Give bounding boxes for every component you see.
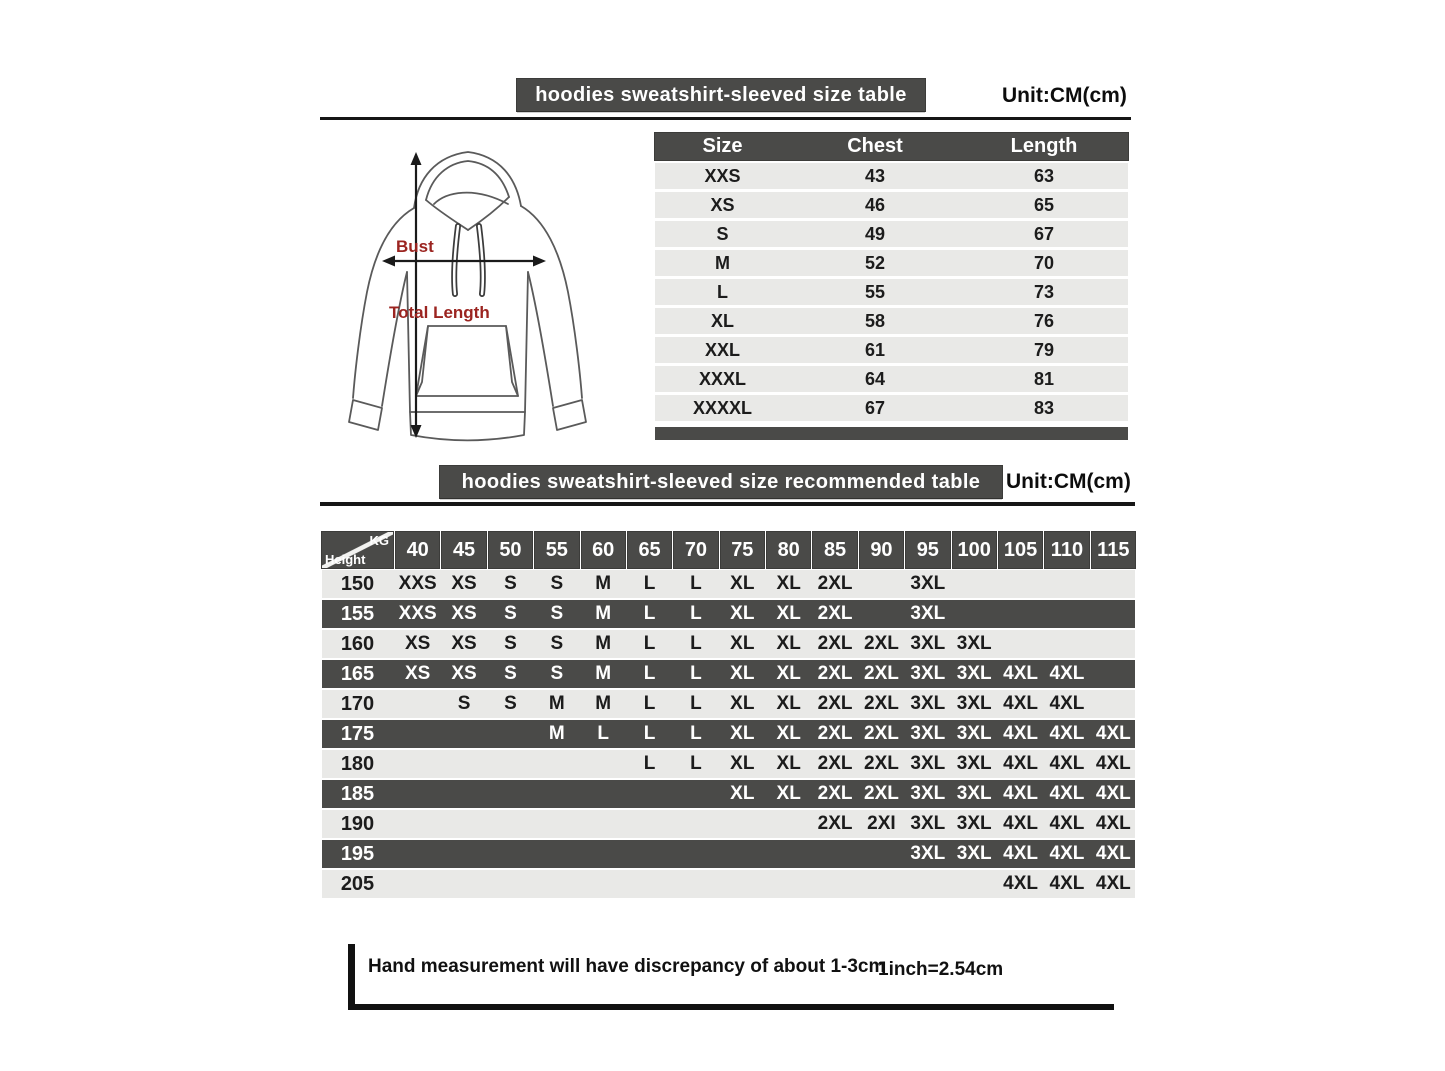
measurement-note: Hand measurement will have discrepancy of about 1-3cm xyxy=(368,956,886,977)
height-label-cell: 180 xyxy=(340,752,375,775)
size-recommendation-cell xyxy=(767,810,810,838)
size-recommendation-cell: 3XL xyxy=(956,783,992,804)
weight-header-cell: 60 xyxy=(582,532,625,568)
right-sleeve-inner xyxy=(528,272,553,406)
size-table-title-bar xyxy=(517,79,925,111)
size-recommendation-cell: 4XL xyxy=(1003,783,1038,804)
weight-header-cell: 55 xyxy=(535,532,578,568)
size-recommendation-cell xyxy=(674,870,717,898)
size-recommendation-cell: M xyxy=(595,693,612,714)
bust-label: Bust xyxy=(396,237,434,256)
size-recommendation-cell: 4XL xyxy=(1095,813,1131,834)
hood-vneck-left xyxy=(426,200,468,230)
size-recommendation-cell: XL xyxy=(776,603,801,624)
height-label-cell: 150 xyxy=(340,572,375,595)
size-recommendation-cell: XS xyxy=(451,663,477,684)
size-recommendation-cell: L xyxy=(643,693,656,714)
size-recommendation-cell: S xyxy=(504,633,517,654)
weight-header-cell: 95 xyxy=(906,532,949,568)
size-recommendation-cell: 4XL xyxy=(1003,693,1038,714)
size-recommendation-cell xyxy=(1092,570,1135,598)
size-cell: XS xyxy=(710,194,735,215)
size-recommendation-cell xyxy=(442,720,485,748)
size-recommendation-cell: XS xyxy=(451,603,477,624)
size-recommendation-cell xyxy=(396,690,439,718)
size-recommendation-cell: M xyxy=(595,633,612,654)
size-recommendation-cell xyxy=(999,600,1042,628)
size-recommendation-cell: 4XL xyxy=(1049,693,1085,714)
size-recommendation-cell xyxy=(489,750,532,778)
left-sleeve-inner xyxy=(382,272,407,406)
size-recommendation-cell xyxy=(628,810,671,838)
size-recommendation-cell: XXS xyxy=(398,603,437,624)
size-recommendation-cell: L xyxy=(690,693,702,714)
size-recommendation-cell: M xyxy=(548,723,565,744)
size-recommendation-cell: S xyxy=(550,603,564,624)
size-recommendation-cell: 2XL xyxy=(864,783,899,804)
size-table-row xyxy=(655,250,1128,276)
size-recommendation-cell: 4XL xyxy=(1095,753,1131,774)
size-recommendation-cell: 2XL xyxy=(864,723,899,744)
chest-cell: 52 xyxy=(864,252,886,273)
size-recommendation-cell: 3XL xyxy=(956,663,992,684)
size-cell: XXXXL xyxy=(692,397,753,418)
pocket-outline xyxy=(416,326,518,396)
size-recommendation-cell xyxy=(396,780,439,808)
size-recommendation-cell xyxy=(1092,600,1135,628)
size-recommendation-cell: S xyxy=(550,633,564,654)
matrix-row xyxy=(322,780,1135,810)
size-recommendation-cell: 3XL xyxy=(910,843,946,864)
size-recommendation-cell: 4XL xyxy=(1049,843,1085,864)
size-cell: XL xyxy=(710,310,734,331)
chest-cell: 58 xyxy=(864,310,886,331)
size-recommendation-cell: XL xyxy=(776,573,801,594)
size-recommendation-cell: 2XL xyxy=(817,663,853,684)
size-recommendation-cell: 3XL xyxy=(910,783,946,804)
size-recommendation-cell: XL xyxy=(730,663,755,684)
size-recommendation-cell: S xyxy=(550,663,564,684)
size-recommendation-cell: 2XL xyxy=(817,813,853,834)
size-recommendation-cell: XL xyxy=(776,723,801,744)
weight-header-cell: 100 xyxy=(953,532,996,568)
weight-header-cell: 75 xyxy=(721,532,764,568)
size-recommendation-cell: XL xyxy=(730,633,755,654)
size-recommendation-cell: S xyxy=(550,573,564,594)
size-recommendation-cell: 4XL xyxy=(1049,813,1085,834)
size-recommendation-cell: 4XL xyxy=(1095,843,1131,864)
length-cell: 65 xyxy=(1033,194,1055,215)
matrix-row xyxy=(322,720,1135,750)
size-recommendation-cell: XL xyxy=(776,693,801,714)
matrix-row xyxy=(322,600,1135,630)
unit-label-bottom: Unit:CM(cm) xyxy=(1006,470,1131,493)
size-recommendation-cell: XS xyxy=(451,573,477,594)
divider-line-top xyxy=(320,117,1131,120)
size-recommendation-cell xyxy=(396,810,439,838)
size-table-row xyxy=(655,163,1128,189)
size-recommendation-cell xyxy=(1092,660,1135,688)
size-recommendation-cell: L xyxy=(643,573,656,594)
weight-header-cell: 90 xyxy=(860,532,903,568)
size-recommendation-cell: 2XL xyxy=(864,663,899,684)
size-cell: XXS xyxy=(704,165,741,186)
size-recommendation-cell: 2XL xyxy=(864,753,899,774)
size-cell: XXXL xyxy=(698,368,746,389)
height-label-cell: 190 xyxy=(340,812,375,835)
size-recommendation-cell: M xyxy=(595,663,612,684)
footer-border-horizontal xyxy=(348,1004,1114,1010)
size-cell: S xyxy=(716,223,729,244)
size-recommendation-cell: XL xyxy=(776,633,801,654)
size-recommendation-cell xyxy=(535,780,578,808)
size-recommendation-cell xyxy=(1045,600,1088,628)
length-cell: 73 xyxy=(1033,281,1055,302)
size-table-row xyxy=(655,221,1128,247)
size-recommendation-cell: 4XL xyxy=(1049,753,1085,774)
weight-header-cell: 110 xyxy=(1045,532,1088,568)
size-recommendation-cell: 2XL xyxy=(817,723,853,744)
weight-header-cell: 65 xyxy=(628,532,671,568)
body-right-side xyxy=(525,272,528,412)
matrix-row xyxy=(322,630,1135,660)
left-cuff xyxy=(349,400,382,430)
size-recommendation-cell: XL xyxy=(730,573,755,594)
column-header-length: Length xyxy=(1010,135,1078,157)
size-recommendation-cell: XL xyxy=(730,603,755,624)
size-recommendation-cell: L xyxy=(643,723,656,744)
size-recommendation-cell xyxy=(721,870,764,898)
matrix-row xyxy=(322,660,1135,690)
size-recommendation-cell: L xyxy=(690,603,702,624)
size-recommendation-cell: L xyxy=(690,663,702,684)
size-recommendation-cell xyxy=(396,720,439,748)
size-recommendation-cell: L xyxy=(597,723,609,744)
matrix-row xyxy=(322,750,1135,780)
size-recommendation-cell: XS xyxy=(405,633,431,654)
size-recommendation-cell: 4XL xyxy=(1003,843,1038,864)
size-recommendation-cell: 4XL xyxy=(1049,783,1085,804)
size-recommendation-cell: L xyxy=(690,573,702,594)
size-recommendation-cell xyxy=(860,600,903,628)
size-recommendation-cell: 3XL xyxy=(956,633,992,654)
size-recommendation-cell: 4XL xyxy=(1095,783,1131,804)
height-label-cell: 165 xyxy=(340,662,375,685)
size-recommendation-cell: L xyxy=(690,753,702,774)
size-recommendation-cell: 3XL xyxy=(910,663,946,684)
chest-cell: 67 xyxy=(864,397,886,418)
size-recommendation-cell: S xyxy=(504,603,517,624)
size-recommendation-cell xyxy=(953,570,996,598)
size-table-end-bar xyxy=(655,427,1128,440)
size-recommendation-cell xyxy=(628,840,671,868)
size-recommendation-cell: XL xyxy=(776,783,801,804)
size-recommendation-cell xyxy=(906,870,949,898)
size-recommendation-cell: S xyxy=(504,663,517,684)
divider-line-bottom xyxy=(320,502,1135,506)
size-recommendation-cell xyxy=(396,750,439,778)
chest-cell: 61 xyxy=(864,339,886,360)
size-recommendation-cell: 3XL xyxy=(910,693,946,714)
weight-header-cell: 105 xyxy=(999,532,1042,568)
chest-cell: 46 xyxy=(864,194,886,215)
size-recommendation-cell: XL xyxy=(730,693,755,714)
size-recommendation-cell: 3XL xyxy=(956,843,992,864)
size-recommendation-cell: 4XL xyxy=(1095,873,1131,894)
unit-label-top: Unit:CM(cm) xyxy=(1002,84,1127,107)
size-table-body xyxy=(655,163,1128,421)
size-recommendation-cell: 3XL xyxy=(910,753,946,774)
size-recommendation-cell xyxy=(813,870,856,898)
size-recommendation-cell xyxy=(442,870,485,898)
hood-opening xyxy=(426,161,509,200)
size-recommendation-cell xyxy=(535,840,578,868)
size-recommendation-cell: 3XL xyxy=(910,633,946,654)
length-cell: 81 xyxy=(1033,368,1055,389)
size-table-row xyxy=(655,279,1128,305)
size-recommendation-cell: XXS xyxy=(398,573,437,594)
length-cell: 79 xyxy=(1033,339,1055,360)
size-recommendation-cell: XL xyxy=(730,783,755,804)
height-label-cell: 160 xyxy=(340,632,375,655)
size-recommendation-cell xyxy=(674,780,717,808)
size-table xyxy=(655,133,1128,440)
size-recommendation-cell: 3XL xyxy=(956,693,992,714)
size-recommendation-cell: XS xyxy=(405,663,431,684)
length-cell: 76 xyxy=(1033,310,1055,331)
size-recommendation-cell: 4XL xyxy=(1003,753,1038,774)
recommended-table-title-bar xyxy=(440,466,1002,498)
weight-header-row xyxy=(322,532,1135,568)
size-recommendation-cell: XL xyxy=(730,753,755,774)
size-recommendation-cell: 3XL xyxy=(956,753,992,774)
size-recommendation-cell xyxy=(442,750,485,778)
size-recommendation-cell xyxy=(767,870,810,898)
chest-cell: 64 xyxy=(864,368,886,389)
size-recommendation-cell xyxy=(860,570,903,598)
size-recommendation-cell: S xyxy=(457,693,471,714)
size-recommendation-cell xyxy=(489,720,532,748)
size-recommendation-cell: 4XL xyxy=(1003,663,1038,684)
size-recommendation-cell: 2XL xyxy=(817,783,853,804)
corner-weight-label: KG xyxy=(369,533,389,548)
size-recommendation-cell: XL xyxy=(730,723,755,744)
size-recommendation-cell xyxy=(860,870,903,898)
size-cell: M xyxy=(715,252,730,273)
size-recommendation-cell xyxy=(396,840,439,868)
size-recommendation-cell: 4XL xyxy=(1003,813,1038,834)
size-recommendation-cell: M xyxy=(595,603,612,624)
size-recommendation-cell: 2XL xyxy=(817,633,853,654)
matrix-row xyxy=(322,810,1135,840)
size-recommendation-cell: 3XL xyxy=(956,813,992,834)
size-recommendation-cell xyxy=(489,780,532,808)
size-recommendation-cell: S xyxy=(504,573,517,594)
size-cell: L xyxy=(717,281,728,302)
size-recommendation-cell xyxy=(582,870,625,898)
size-recommendation-cell xyxy=(1045,570,1088,598)
size-recommendation-cell: 3XL xyxy=(910,603,946,624)
size-recommendation-cell xyxy=(674,810,717,838)
weight-header-cell: 115 xyxy=(1092,532,1135,568)
corner-height-label: Height xyxy=(325,552,366,567)
size-recommendation-cell: 2XL xyxy=(864,693,899,714)
length-cell: 67 xyxy=(1033,223,1055,244)
size-recommendation-cell xyxy=(1092,630,1135,658)
size-recommendation-cell: 3XL xyxy=(910,813,946,834)
size-recommendation-cell: L xyxy=(643,753,656,774)
size-recommendation-cell xyxy=(953,870,996,898)
size-recommendation-cell xyxy=(628,780,671,808)
size-recommendation-cell: 2XL xyxy=(817,753,853,774)
size-recommendation-cell: L xyxy=(643,603,656,624)
size-recommendation-cell: 4XL xyxy=(1003,723,1038,744)
size-recommendation-cell xyxy=(767,840,810,868)
weight-header-cell: 85 xyxy=(813,532,856,568)
matrix-row xyxy=(322,570,1135,600)
size-recommendation-cell xyxy=(582,840,625,868)
bust-arrow xyxy=(382,256,546,267)
hem-band xyxy=(410,412,525,440)
size-recommendation-cell xyxy=(953,600,996,628)
size-recommendation-cell: 3XL xyxy=(956,723,992,744)
chest-cell: 43 xyxy=(864,165,886,186)
height-label-cell: 205 xyxy=(340,872,375,895)
size-recommendation-cell xyxy=(535,810,578,838)
footer-border-vertical xyxy=(348,944,355,1010)
size-recommendation-cell xyxy=(860,840,903,868)
size-table-row xyxy=(655,366,1128,392)
size-recommendation-cell xyxy=(628,870,671,898)
size-recommendation-cell xyxy=(674,840,717,868)
size-recommendation-cell: 4XL xyxy=(1003,873,1038,894)
size-recommendation-cell xyxy=(813,840,856,868)
chest-cell: 55 xyxy=(864,281,886,302)
size-recommendation-cell: 2XL xyxy=(817,693,853,714)
size-recommendation-cell xyxy=(582,810,625,838)
size-recommendation-cell: 3XL xyxy=(910,723,946,744)
size-recommendation-cell xyxy=(535,870,578,898)
weight-header-cell: 40 xyxy=(396,532,439,568)
height-label-cell: 185 xyxy=(340,782,375,805)
total-length-label: Total Length xyxy=(389,303,490,322)
size-recommendation-cell xyxy=(582,750,625,778)
inch-conversion-note: 1inch=2.54cm xyxy=(878,959,1004,980)
size-recommendation-cell xyxy=(582,780,625,808)
size-recommendation-cell xyxy=(489,870,532,898)
size-cell: XXL xyxy=(704,339,740,360)
size-table-row xyxy=(655,337,1128,363)
size-recommendation-cell: XL xyxy=(776,663,801,684)
hood-fold-line xyxy=(434,193,508,204)
length-cell: 63 xyxy=(1033,165,1055,186)
size-recommendation-cell xyxy=(396,870,439,898)
height-label-cell: 175 xyxy=(340,722,375,745)
weight-header-cell: 80 xyxy=(767,532,810,568)
hoodie-diagram xyxy=(322,130,614,456)
size-recommendation-cell xyxy=(1045,630,1088,658)
height-label-cell: 155 xyxy=(340,602,375,625)
size-recommendation-cell xyxy=(721,840,764,868)
size-recommendation-cell xyxy=(442,840,485,868)
size-recommendation-cell: 4XL xyxy=(1049,663,1085,684)
recommended-size-matrix xyxy=(322,532,1135,900)
recommended-table-title: hoodies sweatshirt-sleeved size recommended table xyxy=(461,470,981,493)
size-recommendation-cell xyxy=(535,750,578,778)
size-recommendation-cell xyxy=(442,810,485,838)
column-header-size: Size xyxy=(702,135,743,157)
height-label-cell: 195 xyxy=(340,842,375,865)
size-recommendation-cell: 2XI xyxy=(867,813,896,834)
size-recommendation-cell xyxy=(489,840,532,868)
weight-header-cell: 45 xyxy=(442,532,485,568)
matrix-body xyxy=(322,570,1135,900)
size-recommendation-cell: L xyxy=(690,633,702,654)
column-header-chest: Chest xyxy=(847,135,903,157)
size-table-row xyxy=(655,192,1128,218)
length-cell: 83 xyxy=(1033,397,1055,418)
size-recommendation-cell xyxy=(489,810,532,838)
size-recommendation-cell: 4XL xyxy=(1095,723,1131,744)
size-recommendation-cell: 2XL xyxy=(817,603,853,624)
corner-header-cell xyxy=(322,532,393,568)
matrix-row xyxy=(322,840,1135,870)
right-cuff xyxy=(553,400,586,430)
height-label-cell: 170 xyxy=(340,692,375,715)
size-recommendation-cell: L xyxy=(643,663,656,684)
size-recommendation-cell: 4XL xyxy=(1049,723,1085,744)
size-recommendation-cell xyxy=(1092,690,1135,718)
matrix-row xyxy=(322,690,1135,720)
size-recommendation-cell: 2XL xyxy=(817,573,853,594)
size-table-row xyxy=(655,395,1128,421)
size-recommendation-cell xyxy=(721,810,764,838)
size-recommendation-cell: S xyxy=(504,693,517,714)
matrix-row xyxy=(322,870,1135,900)
size-recommendation-cell: M xyxy=(548,693,565,714)
size-recommendation-cell: M xyxy=(595,573,612,594)
weight-header-cell: 70 xyxy=(674,532,717,568)
size-recommendation-cell xyxy=(999,630,1042,658)
size-recommendation-cell: 4XL xyxy=(1049,873,1085,894)
size-recommendation-cell xyxy=(999,570,1042,598)
body-left-side xyxy=(407,272,410,412)
size-recommendation-cell: XL xyxy=(776,753,801,774)
size-recommendation-cell: XS xyxy=(451,633,477,654)
size-recommendation-cell: L xyxy=(690,723,702,744)
chest-cell: 49 xyxy=(864,223,886,244)
size-recommendation-cell: L xyxy=(643,633,656,654)
size-table-header-row xyxy=(655,133,1128,160)
length-cell: 70 xyxy=(1033,252,1055,273)
size-table-title: hoodies sweatshirt-sleeved size table xyxy=(535,83,907,106)
weight-header-cell: 50 xyxy=(489,532,532,568)
size-recommendation-cell xyxy=(442,780,485,808)
size-table-row xyxy=(655,308,1128,334)
size-recommendation-cell: 3XL xyxy=(910,573,946,594)
size-recommendation-cell: 2XL xyxy=(864,633,899,654)
right-sleeve-outer xyxy=(521,206,582,398)
